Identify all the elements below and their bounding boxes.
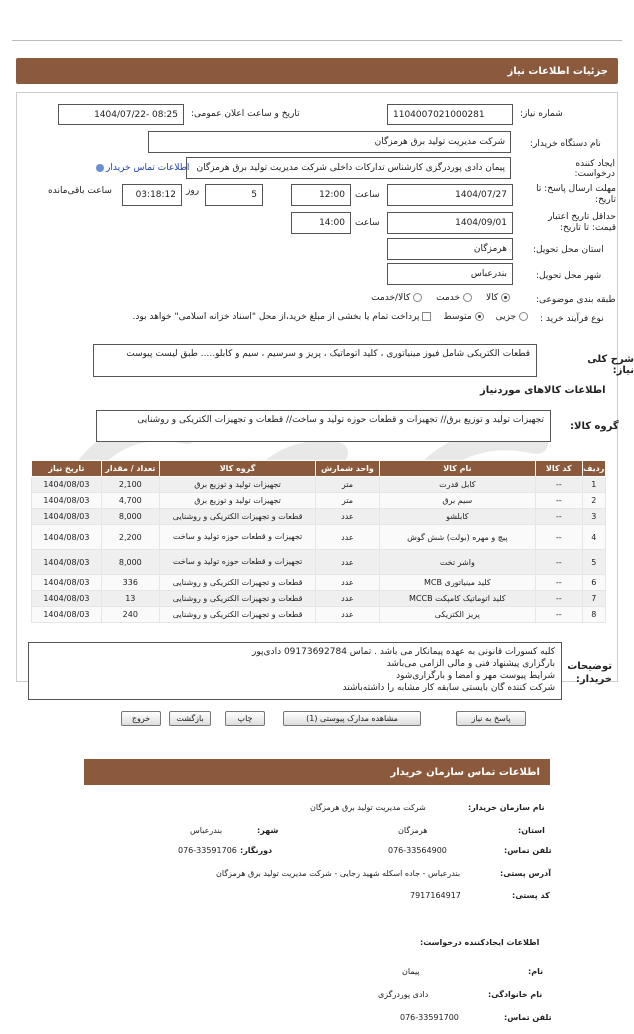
table-cell: 240 [101, 607, 159, 623]
table-row [32, 509, 606, 525]
back-button[interactable]: بازگشت [169, 711, 211, 726]
table-row [32, 477, 606, 493]
table-cell: پریز الکتریکی [379, 607, 535, 623]
table-cell: 1404/08/03 [32, 525, 102, 550]
table-cell: 4 [582, 525, 606, 550]
table-cell: -- [536, 509, 582, 525]
top-divider [12, 40, 622, 41]
table-cell: 2,100 [101, 477, 159, 493]
buyer-notes-label: توضیحات خریدار: [567, 661, 612, 685]
radio-partial[interactable] [496, 312, 528, 322]
table-cell: 1404/08/03 [32, 509, 102, 525]
city-field: بندرعباس [387, 263, 513, 285]
table-row [32, 525, 606, 550]
contact-fax-label-text: دورنگار: [240, 846, 273, 855]
table-cell: -- [536, 550, 582, 575]
contact-link-label: اطلاعات تماس خریدار [106, 163, 190, 173]
table-cell: -- [536, 591, 582, 607]
table-cell: قطعات و تجهیزات الکتریکی و روشنایی [159, 509, 315, 525]
category-radios [330, 293, 510, 303]
table-cell: 3 [582, 509, 606, 525]
table-cell: 1404/08/03 [32, 575, 102, 591]
table-cell: -- [536, 575, 582, 591]
postal-label-text: کد پستی: [512, 891, 550, 900]
table-cell: پیچ و مهره (بولت) شش گوش [379, 525, 535, 550]
table-cell: عدد [316, 607, 379, 623]
buyer-org-field: شرکت مدیریت تولید برق هرمزگان [148, 131, 511, 153]
table-cell: 336 [101, 575, 159, 591]
contact-phone: 076-33564900 [388, 846, 447, 855]
creator-name: پیمان [402, 967, 420, 976]
table-cell: -- [536, 525, 582, 550]
table-cell: عدد [316, 591, 379, 607]
table-cell: تجهیزات تولید و توزیع برق [159, 477, 315, 493]
validity-time-field: 14:00 [291, 212, 351, 234]
radio-medium[interactable] [443, 312, 483, 322]
contact-buyer-link[interactable] [96, 163, 189, 173]
table-cell: 1404/08/03 [32, 591, 102, 607]
creator-family: دادی پوردرگزی [378, 990, 429, 999]
creator-info-title [420, 938, 539, 947]
reply-button[interactable]: پاسخ به نیاز [456, 711, 526, 726]
table-cell: کلید اتوماتیک کامپکت MCCB [379, 591, 535, 607]
province-field: هرمزگان [387, 238, 513, 260]
buyer-note-line: کلیه کسورات قانونی به عهده پیمانکار می باشد . تماس 09173692784 دادی‌پور [252, 647, 555, 657]
table-cell: 4,700 [101, 493, 159, 509]
buyer-org-label: نام دستگاه خریدار: [530, 139, 601, 149]
validity-date-field: 1404/09/01 [387, 212, 513, 234]
buyer-note-line: شرکت کننده گان بایستی سابقه کار مشابه را داشته‌باشند [342, 683, 555, 693]
org-value: شرکت مدیریت تولید برق هرمزگان [310, 803, 426, 812]
summary-text: قطعات الکتریکی شامل فیوز مینیاتوری ، کلید اتوماتیک ، پریز و سرسیم ، سیم و کابلو..... طبق لیست پیوست [93, 344, 537, 377]
table-header-row [32, 461, 606, 477]
print-button[interactable]: چاپ [225, 711, 265, 726]
city-label: شهر محل تحویل: [536, 271, 602, 281]
radio-goods[interactable] [486, 293, 510, 303]
table-header-cell: کد کالا [536, 461, 582, 477]
attachments-button[interactable]: مشاهده مدارک پیوستی (1) [283, 711, 421, 726]
table-row [32, 575, 606, 591]
table-cell: سیم برق [379, 493, 535, 509]
contact-city: بندرعباس [190, 826, 223, 835]
table-row [32, 607, 606, 623]
table-cell: -- [536, 607, 582, 623]
table-cell: تجهیزات و قطعات حوزه تولید و ساخت [159, 550, 315, 575]
validity-time-label: ساعت [355, 218, 380, 228]
table-cell: 1404/08/03 [32, 477, 102, 493]
table-cell: عدد [316, 525, 379, 550]
creator-phone: 076-33591700 [400, 1013, 459, 1022]
buyer-note-line: بارگزاری پیشنهاد فنی و مالی الزامی می‌باشد [386, 659, 555, 669]
table-header-cell: نام کالا [379, 461, 535, 477]
table-cell: عدد [316, 575, 379, 591]
creator-name-label-text: نام: [528, 967, 544, 976]
postal-label [512, 891, 550, 900]
radio-both-circle[interactable] [413, 293, 422, 302]
contact-province: هرمزگان [398, 826, 428, 835]
address-label-text: آدرس پستی: [500, 869, 551, 878]
validity-label: حداقل تاریخ اعتبار قیمت: تا تاریخ: [548, 212, 616, 233]
radio-goods-circle[interactable] [501, 293, 510, 302]
address-value: بندرعباس - جاده اسکله شهید رجایی - شرکت مدیریت تولید برق هرمزگان [216, 869, 461, 878]
reply-date-field: 1404/07/27 [387, 184, 513, 206]
contact-city-label-text: شهر: [257, 826, 279, 835]
payment-option[interactable] [133, 312, 432, 322]
table-cell: عدد [316, 509, 379, 525]
remaining-time-label: ساعت باقی‌مانده [48, 186, 112, 196]
address-label [500, 869, 551, 878]
category-label: طبقه بندی موضوعی: [536, 295, 616, 305]
table-header-cell: تاریخ نیاز [32, 461, 102, 477]
announce-field: 1404/07/22- 08:25 [58, 104, 184, 125]
contact-phone-label-text: تلفن تماس: [504, 846, 552, 855]
table-cell: قطعات و تجهیزات الکتریکی و روشنایی [159, 607, 315, 623]
contact-province-label [518, 826, 545, 835]
reply-time-field: 12:00 [291, 184, 351, 206]
table-cell: قطعات و تجهیزات الکتریکی و روشنایی [159, 575, 315, 591]
table-header-cell: گروه کالا [159, 461, 315, 477]
table-cell: 7 [582, 591, 606, 607]
table-cell: متر [316, 493, 379, 509]
creator-phone-label-text: تلفن تماس: [504, 1013, 552, 1022]
goods-group-label: گروه کالا: [570, 421, 619, 432]
creator-phone-label [504, 1013, 552, 1022]
table-cell: کابلشو [379, 509, 535, 525]
table-header-cell: ردیف [582, 461, 606, 477]
table-cell: قطعات و تجهیزات الکتریکی و روشنایی [159, 591, 315, 607]
radio-service-label: خدمت [436, 293, 461, 303]
goods-group-text: تجهیزات تولید و توزیع برق// تجهیزات و قطعات حوزه تولید و ساخت// قطعات و تجهیزات الکتریکی و روشنایی [96, 410, 551, 442]
table-header-cell: واحد شمارش [316, 461, 379, 477]
contact-city-label [257, 826, 278, 835]
buyer-notes-box [28, 642, 562, 700]
reply-deadline-label: مهلت ارسال پاسخ: تا تاریخ: [536, 184, 616, 205]
radio-service-circle[interactable] [463, 293, 472, 302]
days-label: روز [186, 186, 200, 196]
radio-both[interactable] [371, 293, 422, 303]
radio-medium-circle[interactable] [475, 312, 484, 321]
page-header [16, 58, 618, 84]
creator-family-label-text: نام خانوادگی: [488, 990, 543, 999]
contact-fax-label [240, 846, 272, 855]
table-cell: 1404/08/03 [32, 607, 102, 623]
contact-fax: 076-33591706 [178, 846, 237, 855]
page-title: جزئیات اطلاعات نیاز [507, 65, 608, 77]
table-cell: 6 [582, 575, 606, 591]
remaining-time-field: 03:18:12 [122, 184, 182, 206]
goods-info-title: اطلاعات کالاهای موردنیاز [480, 385, 606, 396]
table-body [32, 477, 606, 623]
table-row [32, 493, 606, 509]
table-header-cell: تعداد / مقدار [101, 461, 159, 477]
table-cell: 13 [101, 591, 159, 607]
table-cell: 1404/08/03 [32, 550, 102, 575]
person-icon [96, 164, 104, 172]
radio-partial-label: جزیی [495, 312, 517, 322]
contact-province-label-text: استان: [518, 826, 545, 835]
contact-header [84, 759, 550, 785]
province-label: استان محل تحویل: [533, 245, 604, 255]
creator-name-label [528, 967, 543, 976]
radio-service[interactable] [436, 293, 472, 303]
table-cell: 2,200 [101, 525, 159, 550]
summary-label: شرح کلی نیاز: [587, 354, 634, 376]
creator-info-title-text: اطلاعات ایجادکننده درخواست: [420, 938, 540, 947]
process-label: نوع فرآیند خرید : [540, 314, 604, 324]
table-row [32, 550, 606, 575]
table-cell: 8,000 [101, 509, 159, 525]
table-row [32, 591, 606, 607]
table-cell: تجهیزات و قطعات حوزه تولید و ساخت [159, 525, 315, 550]
radio-both-label: کالا/خدمت [371, 293, 411, 303]
payment-checkbox[interactable] [422, 312, 431, 321]
creator-field: پیمان دادی پوردرگزی کارشناس تدارکات داخلی شرکت مدیریت تولید برق هرمزگان [186, 157, 511, 179]
table-cell: 2 [582, 493, 606, 509]
contact-phone-label [504, 846, 552, 855]
creator-family-label [488, 990, 542, 999]
need-number-field: 1104007021000281 [387, 104, 513, 125]
postal-value: 7917164917 [410, 891, 461, 900]
contact-title: اطلاعات تماس سازمان خریدار [390, 766, 540, 778]
reply-time-label: ساعت [355, 190, 380, 200]
announce-label: تاریخ و ساعت اعلان عمومی: [191, 109, 300, 119]
process-radios [40, 312, 528, 322]
payment-note: پرداخت تمام یا بخشی از مبلغ خرید،از محل "اسناد خزانه اسلامی" خواهد بود. [132, 312, 420, 322]
table-cell: 8,000 [101, 550, 159, 575]
table-cell: کلید مینیاتوری MCB [379, 575, 535, 591]
table-cell: 8 [582, 607, 606, 623]
need-number-label: شماره نیاز: [520, 109, 563, 119]
table-cell: 1 [582, 477, 606, 493]
radio-partial-circle[interactable] [519, 312, 528, 321]
org-label-text: نام سازمان خریدار: [468, 803, 545, 812]
radio-medium-label: متوسط [443, 312, 472, 322]
exit-button[interactable]: خروج [121, 711, 161, 726]
radio-goods-label: کالا [485, 293, 499, 303]
table-cell: متر [316, 477, 379, 493]
table-cell: 5 [582, 550, 606, 575]
table-cell: واشر تخت [379, 550, 535, 575]
table-cell: -- [536, 493, 582, 509]
items-table-wrap [31, 460, 606, 623]
org-label [468, 803, 545, 812]
table-cell: تجهیزات تولید و توزیع برق [159, 493, 315, 509]
days-field: 5 [205, 184, 263, 206]
buyer-note-line: شرایط پیوست مهر و امضا و بارگزاری‌شود [396, 671, 555, 681]
table-cell: عدد [316, 550, 379, 575]
table-cell: -- [536, 477, 582, 493]
items-table [31, 460, 606, 623]
table-cell: کابل قدرت [379, 477, 535, 493]
creator-label: ایجاد کننده درخواست: [574, 159, 615, 179]
table-cell: 1404/08/03 [32, 493, 102, 509]
